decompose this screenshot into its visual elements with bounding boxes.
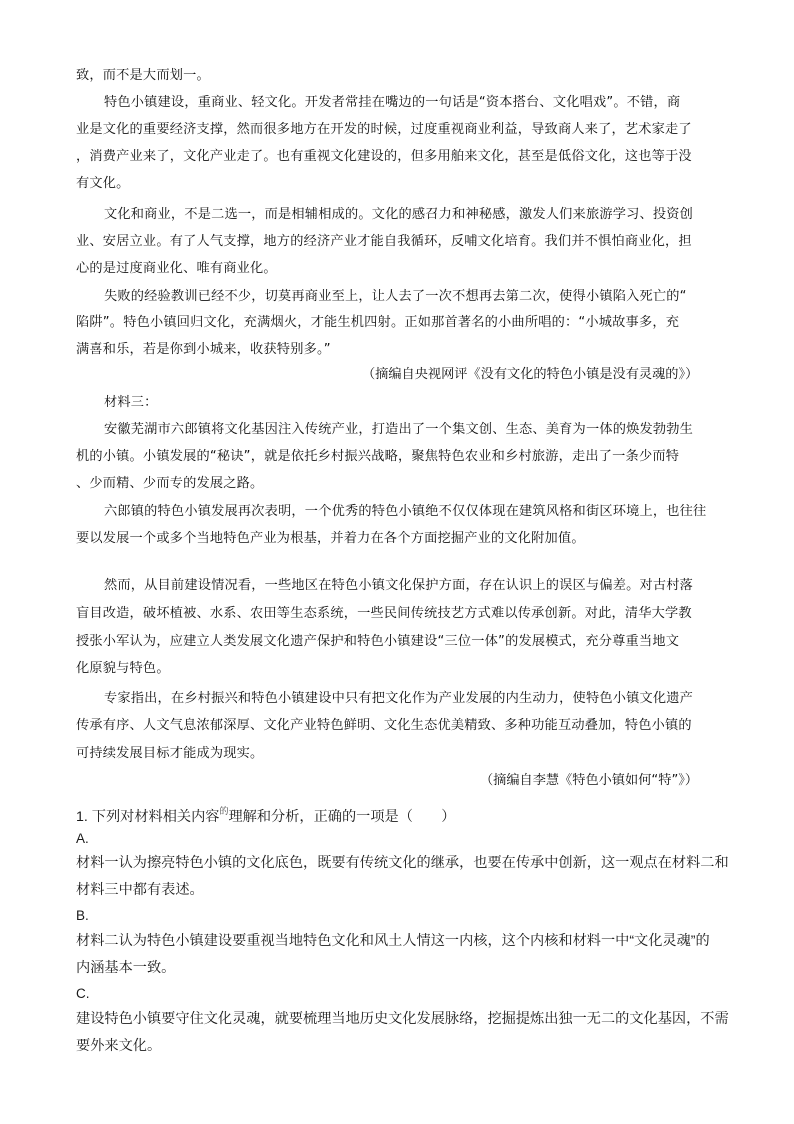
- source-citation: （摘编自央视网评《没有文化的特色小镇是没有灵魂的》）: [362, 367, 699, 382]
- text-line: 、少而精、少而专的发展之路。: [76, 476, 264, 491]
- option-a-label: A.: [76, 831, 89, 846]
- question-stem: [76, 801, 456, 827]
- text-line: ，消费产业来了，文化产业走了。也有重视文化建设的，但多用舶来文化，甚至是低俗文化，这也等于没: [76, 149, 692, 164]
- option-b-label: B.: [76, 908, 89, 923]
- text-line: 陷阱”。特色小镇回归文化，充满烟火，才能生机四射。正如那首著名的小曲所唱的：“小城故事多，充: [76, 315, 680, 330]
- option-c-text: 建设特色小镇要守住文化灵魂，就要梳理当地历史文化发展脉络，挖掘提炼出独一无二的文化基因，不需: [76, 1011, 729, 1027]
- text-line: 专家指出，在乡村振兴和特色小镇建设中只有把文化作为产业发展的内生动力，使特色小镇文化遗产: [104, 691, 694, 706]
- text-line: 盲目改造，破坏植被、水系、农田等生态系统，一些民间传统技艺方式难以传承创新。对此，清华大学教: [76, 606, 692, 621]
- text-line: 特色小镇建设，重商业、轻文化。开发者常挂在嘴边的一句话是“资本搭台、文化唱戏”。不错，商: [104, 95, 681, 110]
- text-line: 有文化。: [76, 176, 130, 191]
- text-line: 然而，从目前建设情况看，一些地区在特色小镇文化保护方面，存在认识上的误区与偏差。对古村落: [104, 578, 694, 593]
- question-stem-end: 理解和分析，正确的一项是（ ）: [228, 809, 456, 825]
- option-c-label: C.: [76, 986, 90, 1001]
- option-a-text: 材料三中都有表述。: [76, 882, 204, 898]
- text-line: 化原貌与特色。: [76, 661, 170, 676]
- text-line: 安徽芜湖市六郎镇将文化基因注入传统产业，打造出了一个集文创、生态、美育为一体的焕发勃勃生: [104, 422, 694, 437]
- option-c-text: 要外来文化。: [76, 1038, 162, 1054]
- text-line: 业是文化的重要经济支撑，然而很多地方在开发的时候，过度重视商业利益，导致商人来了，艺术家走了: [76, 122, 692, 137]
- text-line: 心的是过度商业化、唯有商业化。: [76, 261, 277, 276]
- text-line: 失败的经验教训已经不少，切莫再商业至上，让人去了一次不想再去第二次，使得小镇陷入死亡的“: [104, 289, 687, 304]
- text-line: 要以发展一个或多个当地特色产业为根基，并着力在各个方面挖掘产业的文化附加值。: [76, 531, 585, 546]
- text-line: 传承有序、人文气息浓郁深厚、文化产业特色鲜明、文化生态优美精致、多种功能互动叠加，特色小镇的: [76, 718, 692, 733]
- option-a-text: 材料一认为擦亮特色小镇的文化底色，既要有传统文化的继承，也要在传承中创新，这一观点在材料二和: [76, 855, 729, 871]
- section-heading: 材料三：: [104, 395, 158, 410]
- option-b-text: 内涵基本一致。: [76, 960, 176, 976]
- source-citation: （摘编自李慧《特色小镇如何“特”》）: [480, 773, 699, 788]
- question-stem-superscript: 的: [219, 806, 229, 816]
- question-stem-start: 1. 下列对材料相关内容: [76, 809, 220, 825]
- text-line: 业、安居立业。有了人气支撑，地方的经济产业才能自我循环，反哺文化培育。我们并不惧怕商业化，担: [76, 234, 692, 249]
- text-line: 机的小镇。小镇发展的“秘诀”，就是依托乡村振兴战略，聚焦特色农业和乡村旅游，走出了一条少而特: [76, 449, 680, 464]
- text-line: 致，而不是大而划一。: [76, 68, 210, 83]
- text-line: 满喜和乐，若是你到小城来，收获特别多。”: [76, 342, 331, 357]
- text-line: 可持续发展目标才能成为现实。: [76, 746, 264, 761]
- text-line: 六郎镇的特色小镇发展再次表明，一个优秀的特色小镇绝不仅仅体现在建筑风格和街区环境上，也往往: [104, 504, 707, 519]
- text-line: 文化和商业，不是二选一，而是相辅相成的。文化的感召力和神秘感，激发人们来旅游学习、投资创: [104, 207, 694, 222]
- option-b-text: 材料二认为特色小镇建设要重视当地特色文化和风土人情这一内核，这个内核和材料一中“文化灵魂”的: [76, 933, 710, 949]
- text-line: 授张小军认为，应建立人类发展文化遗产保护和特色小镇建设“三位一体”的发展模式，充分尊重当地文: [76, 634, 680, 649]
